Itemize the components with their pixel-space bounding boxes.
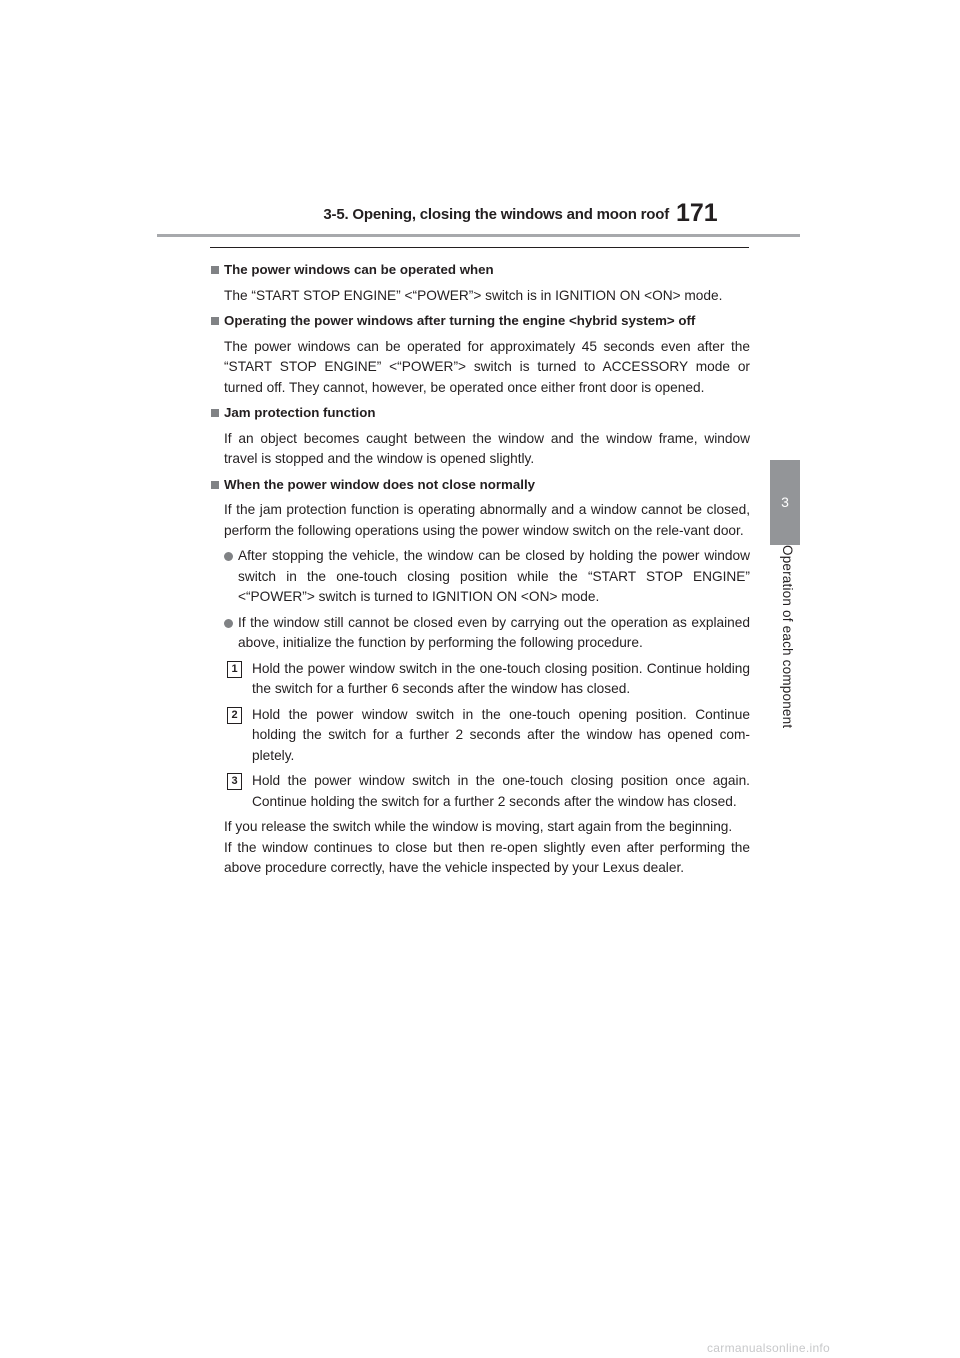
chapter-tab: 3 xyxy=(770,460,800,545)
section-heading: Jam protection function xyxy=(211,403,750,424)
circle-bullet-icon xyxy=(224,552,233,561)
section-paragraph: If the jam protection function is operating abnormally and a window cannot be closed, perform the following operations using the power window switch on the rele-vant door. xyxy=(224,502,750,538)
square-bullet-icon xyxy=(211,481,219,489)
procedure-step: 2 Hold the power window switch in the one-touch opening position. Continue holding the switch for a further 2 seconds after the window has opened com-pletely. xyxy=(211,705,750,767)
section-title: 3-5. Opening, closing the windows and moon roof xyxy=(323,206,669,223)
square-bullet-icon xyxy=(211,317,219,325)
square-bullet-icon xyxy=(211,409,219,417)
section-paragraph: The power windows can be operated for approximately 45 seconds even after the “START STOP ENGINE” <“POWER”> switch is turned to ACCESSORY mode or turned off. They cannot, however, be operated once either front door is opened. xyxy=(224,338,750,395)
closing-note: If you release the switch while the window is moving, start again from the beginning. xyxy=(224,819,733,834)
step-number-badge: 2 xyxy=(227,707,242,724)
footer-watermark: carmanualsonline.info xyxy=(707,1341,831,1355)
section-paragraph: If an object becomes caught between the window and the window frame, window travel is stopped and the window is opened slightly. xyxy=(224,430,750,466)
section-heading: When the power window does not close normally xyxy=(211,475,750,496)
section-heading: The power windows can be operated when xyxy=(211,260,750,281)
section-heading: Operating the power windows after turning the engine <hybrid system> off xyxy=(211,311,750,332)
closing-note: If the window continues to close but then re-open slightly even after performing the above procedure correctly, have the vehicle inspected by your Lexus dealer. xyxy=(224,839,750,875)
chapter-title: Operation of each component xyxy=(780,545,795,729)
procedure-step: 3 Hold the power window switch in the one-touch closing position once again. Continue holding the switch for a further 2 seconds after the window has closed. xyxy=(211,771,750,812)
step-number-badge: 1 xyxy=(227,661,242,678)
circle-bullet-icon xyxy=(224,619,233,628)
section-paragraph: The “START STOP ENGINE” <“POWER”> switch is in IGNITION ON <ON> mode. xyxy=(224,287,723,303)
header-rule xyxy=(157,234,800,237)
bullet-item: After stopping the vehicle, the window can be closed by holding the power window switch in the one-touch closing position while the “START STOP ENGINE” <“POWER”> switch is turned to IGNITION ON <ON> mode. xyxy=(211,546,750,608)
content-rule xyxy=(210,247,749,248)
square-bullet-icon xyxy=(211,266,219,274)
step-number-badge: 3 xyxy=(227,773,242,790)
bullet-item: If the window still cannot be closed even by carrying out the operation as explained above, initialize the function by performing the following procedure. xyxy=(211,613,750,654)
procedure-step: 1 Hold the power window switch in the one-touch closing position. Continue holding the switch for a further 6 seconds after the window has closed. xyxy=(211,659,750,700)
page-content xyxy=(211,257,750,884)
page-number: 171 xyxy=(676,199,718,227)
